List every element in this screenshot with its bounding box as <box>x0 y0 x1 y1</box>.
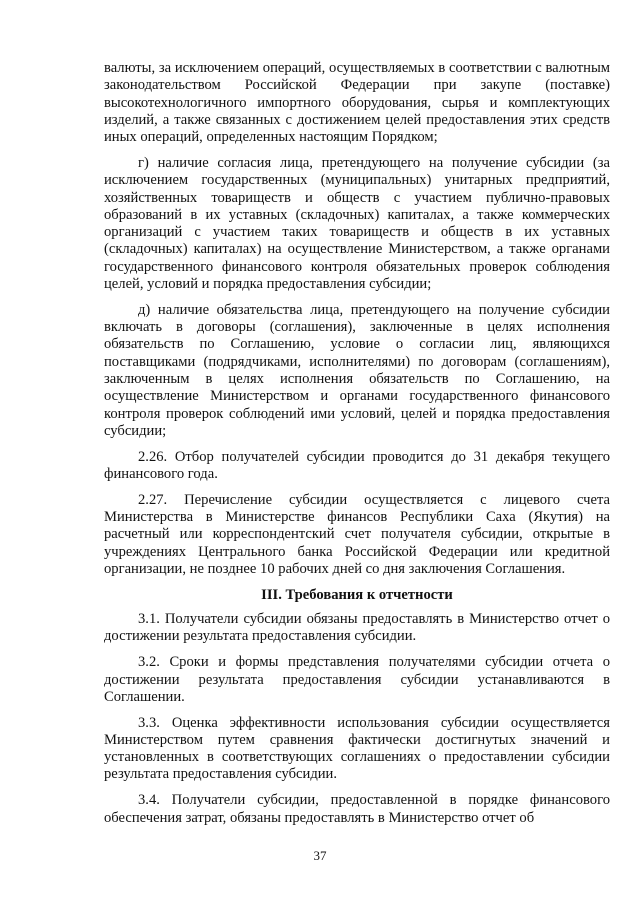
paragraph-3-3: 3.3. Оценка эффективности использования субсидии осуществляется Министерством путем сравнения фактически достигнутых значений и установленных в соответствующих соглашениях о предоставлении субсидии результата предоставления субсидии. <box>104 714 610 783</box>
paragraph-2-26: 2.26. Отбор получателей субсидии проводится до 31 декабря текущего финансового года. <box>104 448 610 483</box>
paragraph-3-2: 3.2. Сроки и формы представления получателями субсидии отчета о достижении результата предоставления субсидии устанавливаются в Соглашении. <box>104 654 610 705</box>
paragraph-2-27: 2.27. Перечисление субсидии осуществляется с лицевого счета Министерства в Министерстве финансов Республики Саха (Якутия) на расчетный или корреспондентский счет получателя субсидии, открытые в учреждениях Центрального банка Российской Федерации или кредитной организации, не позднее 10 рабочих дней со дня заключения Соглашения. <box>104 491 610 578</box>
paragraph-item-d: д) наличие обязательства лица, претендующего на получение субсидии включать в договоры (соглашения), заключенные в целях исполнения обязательств по Соглашению, условие о согласии лиц, являющихся поставщиками (подрядчиками, исполнителями) по договорам (соглашениям), заключенным в целях исполнения обязательств по Соглашению, на осуществление Министерством и органами государственного финансового контроля проверок соблюдений ими условий, целей и порядка предоставления субсидии; <box>104 301 610 439</box>
page-number: 37 <box>313 848 327 863</box>
paragraph-continuation: валюты, за исключением операций, осуществляемых в соответствии с валютным законодательством Российской Федерации при закупе (поставке) высокотехнологичного импортного оборудования, сырья и комплектующих изделий, а также связанных с достижением целей предоставления этих средств иных операций, определенных настоящим Порядком; <box>104 60 610 146</box>
page-body <box>104 60 610 835</box>
paragraph-3-4: 3.4. Получатели субсидии, предоставленной в порядке финансового обеспечения затрат, обязаны предоставлять в Министерство отчет об <box>104 792 610 826</box>
section-heading: III. Требования к отчетности <box>261 586 453 603</box>
paragraph-item-g: г) наличие согласия лица, претендующего на получение субсидии (за исключением государственных (муниципальных) унитарных предприятий, хозяйственных товариществ и обществ с участием публично-правовых образований в их уставных (складочных) капиталах, а также коммерческих организаций с участием таких товариществ и обществ в их уставных (складочных) капиталах) на осуществление Министерством, а также органами государственного финансового контроля обязательных проверок соблюдения целей, условий и порядка предоставления субсидии; <box>104 154 610 293</box>
paragraph-3-1: 3.1. Получатели субсидии обязаны предоставлять в Министерство отчет о достижении результата предоставления субсидии. <box>104 611 610 645</box>
